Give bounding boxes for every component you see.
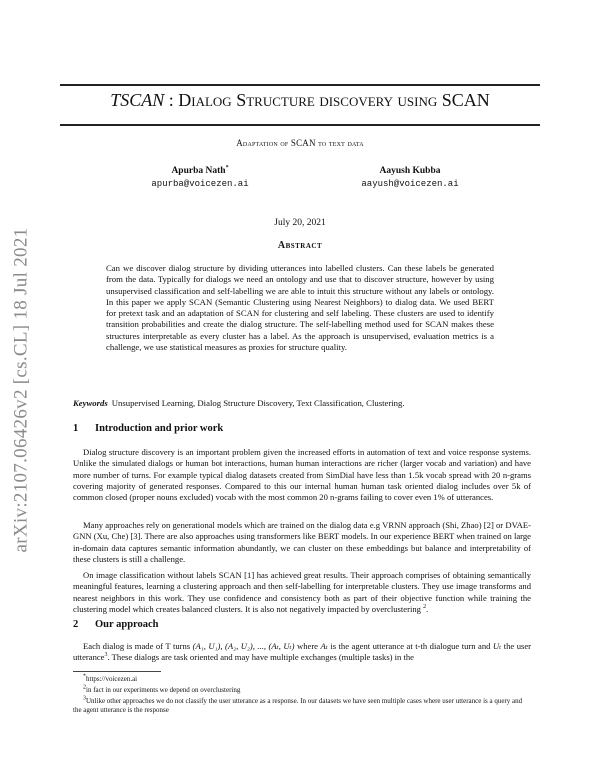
author-1-name: Apurba Nath* xyxy=(171,164,229,176)
author-1 xyxy=(120,166,280,189)
author-2-name: Aayush Kubba xyxy=(379,166,441,176)
footnote-2: $^2$in fact in our experiments we depend on overclustering xyxy=(83,684,241,694)
author-2-email: aayush@voicezen.ai xyxy=(361,179,459,189)
keywords: Keywords Unsupervised Learning, Dialog Structure Discovery, Text Classification, Clustering. xyxy=(73,398,405,408)
intro-paragraph-2: Many approaches rely on generational models which are trained on the dialog data e.g VRNN approach (Shi, Zhao) [2] or DVAE-GNN (Xu, Che) [3]. There are also approaches using transformers like BERT models. In our experience BERT when trained on large in-domain data captures semantic information abundantly, we can cluster on these embeddings but balance and interpretability of these clusters is still a challenge. xyxy=(73,520,531,564)
abstract-text: Can we discover dialog structure by dividing utterances into labelled clusters. Can these labels be generated from the data. Typically for dialogs we need an ontology and use that to discover structure, however by using unsupervised classification and self-labelling we are able to intuit this structure without any labels or ontology. In this paper we apply SCAN (Semantic Clustering using Nearest Neighbors) to dialog data. We used BERT for pretext task and an adaptation of SCAN for clustering and self labeling. These clusters are used to identify transition probabilities and create the dialog structure. The self-labelling method used for SCAN makes these structures interpretable as every cluster has a label. As the approach is unsupervised, evaluation metrics is a challenge, we use statistical measures as proxies for structure quality. xyxy=(106,263,494,353)
paper-date: July 20, 2021 xyxy=(274,218,326,228)
arxiv-stamp: arXiv:2107.06426v2 [cs.CL] 18 Jul 2021 xyxy=(10,227,31,553)
intro-paragraph-1: Dialog structure discovery is an important problem given the increased efforts in automation of text and voice response systems. Unlike the simulated dialogs or human bot interactions, human human interactions are richer (larger vocab and variation) and have more number of turns. For example typical dialog datasets created from SimDial have less than 1.5k vocab spread with 20 n-grams covering majority of generated responses. Compared to this our internal human human task oriented dialog includes over 5k of common closed (proper nouns excluded) vocab with the most common 20 n-grams failing to cover even 1% of utterances. xyxy=(73,447,531,503)
title-rule-top xyxy=(60,84,540,86)
paper-subtitle: Adaptation of SCAN to text data xyxy=(236,138,364,148)
section-heading-our-approach: 2 Our approach xyxy=(73,619,159,630)
intro-paragraph-3: On image classification without labels SCAN [1] has achieved great results. Their approach comprises of obtaining semantically meaningful features, learning a clustering approach and then self-labelling for interpretable clusters. They use image transforms and nearest neighbors in this work. They use confidence and consistency both as part of their objective function while training the clustering model which creates balanced clusters. It is also not negatively impacted by overclustering $^2$. xyxy=(73,570,531,614)
abstract-heading: Abstract xyxy=(277,240,323,251)
footnote-1: *https://voicezen.ai xyxy=(83,673,138,683)
paper-title: TSCAN : Dialog Structure discovery using SCAN xyxy=(110,90,490,110)
section-heading-introduction: 1 Introduction and prior work xyxy=(73,423,224,434)
author-1-email: apurba@voicezen.ai xyxy=(151,179,249,189)
approach-paragraph: Each dialog is made of T turns (A₁, U₁), (A₂, U₂), ..., (Aₜ, Uₜ) where Aₜ is the agent utterance at t-th dialogue turn and Uₜ the user utterance$^3$. These dialogs are task oriented and may have multiple exchanges (multiple tasks) in the xyxy=(73,641,532,663)
footnote-rule xyxy=(73,671,161,672)
footnote-3: $^3$Unlike other approaches we do not classify the user utterance as a response. In our datasets we have seen multiple cases where user utterance is a query and the agent utterance is the response xyxy=(73,695,523,714)
title-rule-bottom xyxy=(60,124,540,126)
author-2 xyxy=(330,166,490,189)
